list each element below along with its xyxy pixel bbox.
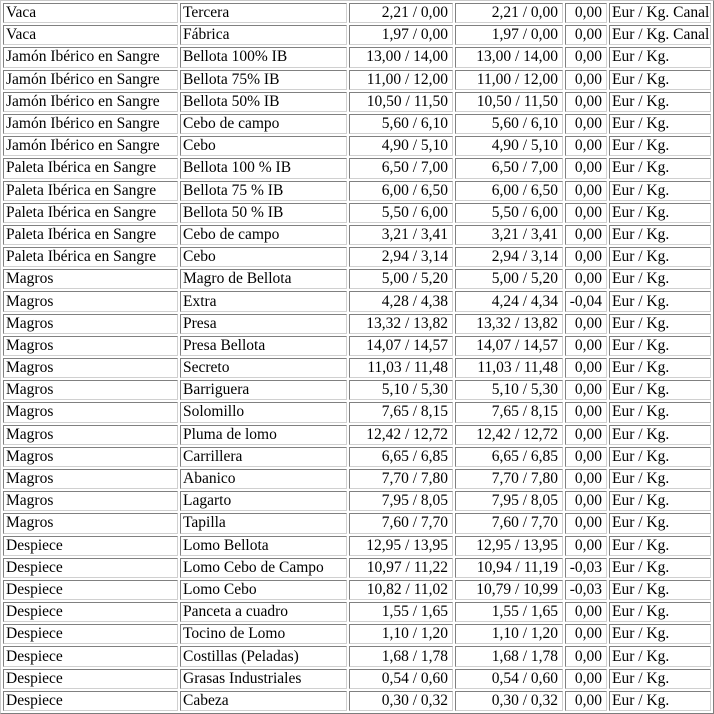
price-range-1-cell: 7,60 / 7,70 xyxy=(349,513,453,533)
price-range-2-cell: 5,60 / 6,10 xyxy=(455,114,563,134)
unit-cell: Eur / Kg. xyxy=(609,691,711,711)
table-row xyxy=(3,158,711,178)
unit-cell: Eur / Kg. xyxy=(609,558,711,578)
difference-cell: -0,03 xyxy=(565,580,607,600)
difference-cell: 0,00 xyxy=(565,380,607,400)
table-row xyxy=(3,70,711,90)
unit-cell: Eur / Kg. xyxy=(609,181,711,201)
product-cell: Panceta a cuadro xyxy=(180,602,347,622)
table-row xyxy=(3,425,711,445)
unit-cell: Eur / Kg. xyxy=(609,47,711,67)
category-cell: Jamón Ibérico en Sangre xyxy=(3,136,178,156)
category-cell: Paleta Ibérica en Sangre xyxy=(3,158,178,178)
difference-cell: 0,00 xyxy=(565,491,607,511)
product-cell: Cabeza xyxy=(180,691,347,711)
product-cell: Magro de Bellota xyxy=(180,269,347,289)
price-range-2-cell: 5,50 / 6,00 xyxy=(455,203,563,223)
category-cell: Magros xyxy=(3,513,178,533)
price-range-1-cell: 7,70 / 7,80 xyxy=(349,469,453,489)
category-cell: Jamón Ibérico en Sangre xyxy=(3,47,178,67)
category-cell: Magros xyxy=(3,491,178,511)
category-cell: Despiece xyxy=(3,646,178,666)
unit-cell: Eur / Kg. xyxy=(609,402,711,422)
product-cell: Presa xyxy=(180,314,347,334)
price-range-1-cell: 10,97 / 11,22 xyxy=(349,558,453,578)
product-cell: Bellota 75% IB xyxy=(180,70,347,90)
category-cell: Magros xyxy=(3,336,178,356)
price-range-1-cell: 13,00 / 14,00 xyxy=(349,47,453,67)
category-cell: Magros xyxy=(3,447,178,467)
table-row xyxy=(3,181,711,201)
difference-cell: 0,00 xyxy=(565,203,607,223)
difference-cell: 0,00 xyxy=(565,602,607,622)
price-range-1-cell: 5,60 / 6,10 xyxy=(349,114,453,134)
price-range-2-cell: 11,00 / 12,00 xyxy=(455,70,563,90)
table-row xyxy=(3,269,711,289)
price-range-1-cell: 1,10 / 1,20 xyxy=(349,624,453,644)
unit-cell: Eur / Kg. xyxy=(609,646,711,666)
difference-cell: -0,04 xyxy=(565,291,607,311)
product-cell: Extra xyxy=(180,291,347,311)
table-row xyxy=(3,247,711,267)
category-cell: Magros xyxy=(3,269,178,289)
table-row xyxy=(3,669,711,689)
product-cell: Costillas (Peladas) xyxy=(180,646,347,666)
difference-cell: 0,00 xyxy=(565,536,607,556)
price-range-1-cell: 0,30 / 0,32 xyxy=(349,691,453,711)
category-cell: Jamón Ibérico en Sangre xyxy=(3,92,178,112)
category-cell: Despiece xyxy=(3,602,178,622)
unit-cell: Eur / Kg. xyxy=(609,358,711,378)
unit-cell: Eur / Kg. xyxy=(609,425,711,445)
price-range-2-cell: 7,70 / 7,80 xyxy=(455,469,563,489)
price-range-2-cell: 2,21 / 0,00 xyxy=(455,3,563,23)
price-range-1-cell: 2,21 / 0,00 xyxy=(349,3,453,23)
price-range-1-cell: 1,68 / 1,78 xyxy=(349,646,453,666)
category-cell: Despiece xyxy=(3,536,178,556)
price-range-1-cell: 4,90 / 5,10 xyxy=(349,136,453,156)
price-range-2-cell: 4,90 / 5,10 xyxy=(455,136,563,156)
price-range-1-cell: 6,00 / 6,50 xyxy=(349,181,453,201)
table-row xyxy=(3,491,711,511)
unit-cell: Eur / Kg. xyxy=(609,136,711,156)
difference-cell: 0,00 xyxy=(565,624,607,644)
price-range-2-cell: 3,21 / 3,41 xyxy=(455,225,563,245)
difference-cell: 0,00 xyxy=(565,336,607,356)
product-cell: Secreto xyxy=(180,358,347,378)
category-cell: Despiece xyxy=(3,580,178,600)
difference-cell: 0,00 xyxy=(565,70,607,90)
product-cell: Grasas Industriales xyxy=(180,669,347,689)
unit-cell: Eur / Kg. xyxy=(609,114,711,134)
table-row xyxy=(3,25,711,45)
table-row xyxy=(3,336,711,356)
unit-cell: Eur / Kg. xyxy=(609,336,711,356)
unit-cell: Eur / Kg. xyxy=(609,314,711,334)
category-cell: Magros xyxy=(3,469,178,489)
difference-cell: 0,00 xyxy=(565,425,607,445)
table-row xyxy=(3,691,711,711)
product-cell: Tapilla xyxy=(180,513,347,533)
product-cell: Abanico xyxy=(180,469,347,489)
price-range-1-cell: 5,50 / 6,00 xyxy=(349,203,453,223)
product-cell: Lagarto xyxy=(180,491,347,511)
difference-cell: 0,00 xyxy=(565,314,607,334)
table-row xyxy=(3,3,711,23)
product-cell: Tocino de Lomo xyxy=(180,624,347,644)
category-cell: Magros xyxy=(3,380,178,400)
difference-cell: 0,00 xyxy=(565,3,607,23)
category-cell: Jamón Ibérico en Sangre xyxy=(3,114,178,134)
product-cell: Bellota 100 % IB xyxy=(180,158,347,178)
difference-cell: 0,00 xyxy=(565,513,607,533)
unit-cell: Eur / Kg. xyxy=(609,447,711,467)
unit-cell: Eur / Kg. xyxy=(609,380,711,400)
product-cell: Pluma de lomo xyxy=(180,425,347,445)
price-range-1-cell: 13,32 / 13,82 xyxy=(349,314,453,334)
table-row xyxy=(3,92,711,112)
price-range-1-cell: 1,97 / 0,00 xyxy=(349,25,453,45)
price-range-1-cell: 6,65 / 6,85 xyxy=(349,447,453,467)
difference-cell: 0,00 xyxy=(565,269,607,289)
difference-cell: 0,00 xyxy=(565,136,607,156)
price-range-2-cell: 10,79 / 10,99 xyxy=(455,580,563,600)
unit-cell: Eur / Kg. xyxy=(609,269,711,289)
table-row xyxy=(3,136,711,156)
price-range-1-cell: 10,50 / 11,50 xyxy=(349,92,453,112)
price-range-1-cell: 2,94 / 3,14 xyxy=(349,247,453,267)
product-cell: Cebo de campo xyxy=(180,225,347,245)
unit-cell: Eur / Kg. xyxy=(609,513,711,533)
unit-cell: Eur / Kg. Canal xyxy=(609,3,711,23)
product-cell: Fábrica xyxy=(180,25,347,45)
unit-cell: Eur / Kg. xyxy=(609,580,711,600)
difference-cell: 0,00 xyxy=(565,402,607,422)
table-row xyxy=(3,314,711,334)
category-cell: Magros xyxy=(3,358,178,378)
product-cell: Bellota 75 % IB xyxy=(180,181,347,201)
unit-cell: Eur / Kg. xyxy=(609,225,711,245)
price-range-2-cell: 12,95 / 13,95 xyxy=(455,536,563,556)
table-row xyxy=(3,469,711,489)
unit-cell: Eur / Kg. xyxy=(609,669,711,689)
category-cell: Paleta Ibérica en Sangre xyxy=(3,203,178,223)
difference-cell: 0,00 xyxy=(565,25,607,45)
price-range-2-cell: 0,30 / 0,32 xyxy=(455,691,563,711)
unit-cell: Eur / Kg. xyxy=(609,70,711,90)
unit-cell: Eur / Kg. xyxy=(609,536,711,556)
table-row xyxy=(3,536,711,556)
unit-cell: Eur / Kg. xyxy=(609,602,711,622)
difference-cell: 0,00 xyxy=(565,669,607,689)
table-row xyxy=(3,558,711,578)
difference-cell: 0,00 xyxy=(565,225,607,245)
table-row xyxy=(3,402,711,422)
table-row xyxy=(3,380,711,400)
difference-cell: -0,03 xyxy=(565,558,607,578)
table-row xyxy=(3,225,711,245)
product-cell: Cebo de campo xyxy=(180,114,347,134)
unit-cell: Eur / Kg. xyxy=(609,247,711,267)
product-cell: Solomillo xyxy=(180,402,347,422)
table-row xyxy=(3,114,711,134)
price-range-2-cell: 6,00 / 6,50 xyxy=(455,181,563,201)
price-range-1-cell: 5,10 / 5,30 xyxy=(349,380,453,400)
price-range-1-cell: 10,82 / 11,02 xyxy=(349,580,453,600)
product-cell: Tercera xyxy=(180,3,347,23)
price-range-1-cell: 7,95 / 8,05 xyxy=(349,491,453,511)
difference-cell: 0,00 xyxy=(565,447,607,467)
price-range-1-cell: 5,00 / 5,20 xyxy=(349,269,453,289)
product-cell: Cebo xyxy=(180,247,347,267)
price-range-1-cell: 6,50 / 7,00 xyxy=(349,158,453,178)
price-range-2-cell: 4,24 / 4,34 xyxy=(455,291,563,311)
price-range-2-cell: 11,03 / 11,48 xyxy=(455,358,563,378)
price-range-2-cell: 6,50 / 7,00 xyxy=(455,158,563,178)
price-table-body xyxy=(3,3,711,711)
table-row xyxy=(3,291,711,311)
table-row xyxy=(3,602,711,622)
category-cell: Despiece xyxy=(3,669,178,689)
category-cell: Despiece xyxy=(3,624,178,644)
difference-cell: 0,00 xyxy=(565,646,607,666)
category-cell: Paleta Ibérica en Sangre xyxy=(3,225,178,245)
unit-cell: Eur / Kg. xyxy=(609,491,711,511)
category-cell: Despiece xyxy=(3,691,178,711)
unit-cell: Eur / Kg. Canal xyxy=(609,25,711,45)
difference-cell: 0,00 xyxy=(565,247,607,267)
unit-cell: Eur / Kg. xyxy=(609,469,711,489)
product-cell: Bellota 50% IB xyxy=(180,92,347,112)
price-range-1-cell: 7,65 / 8,15 xyxy=(349,402,453,422)
difference-cell: 0,00 xyxy=(565,114,607,134)
difference-cell: 0,00 xyxy=(565,92,607,112)
category-cell: Jamón Ibérico en Sangre xyxy=(3,70,178,90)
product-cell: Carrillera xyxy=(180,447,347,467)
category-cell: Vaca xyxy=(3,25,178,45)
table-row xyxy=(3,580,711,600)
price-range-2-cell: 5,10 / 5,30 xyxy=(455,380,563,400)
table-row xyxy=(3,358,711,378)
price-range-2-cell: 7,65 / 8,15 xyxy=(455,402,563,422)
price-range-2-cell: 10,94 / 11,19 xyxy=(455,558,563,578)
category-cell: Paleta Ibérica en Sangre xyxy=(3,247,178,267)
difference-cell: 0,00 xyxy=(565,469,607,489)
product-cell: Presa Bellota xyxy=(180,336,347,356)
unit-cell: Eur / Kg. xyxy=(609,203,711,223)
price-range-1-cell: 11,03 / 11,48 xyxy=(349,358,453,378)
product-cell: Bellota 50 % IB xyxy=(180,203,347,223)
difference-cell: 0,00 xyxy=(565,158,607,178)
unit-cell: Eur / Kg. xyxy=(609,624,711,644)
table-row xyxy=(3,47,711,67)
product-cell: Lomo Cebo de Campo xyxy=(180,558,347,578)
unit-cell: Eur / Kg. xyxy=(609,92,711,112)
table-row xyxy=(3,447,711,467)
price-range-2-cell: 7,95 / 8,05 xyxy=(455,491,563,511)
category-cell: Magros xyxy=(3,314,178,334)
table-row xyxy=(3,646,711,666)
category-cell: Magros xyxy=(3,402,178,422)
price-range-2-cell: 5,00 / 5,20 xyxy=(455,269,563,289)
product-cell: Barriguera xyxy=(180,380,347,400)
table-row xyxy=(3,203,711,223)
price-range-2-cell: 14,07 / 14,57 xyxy=(455,336,563,356)
category-cell: Magros xyxy=(3,291,178,311)
product-cell: Bellota 100% IB xyxy=(180,47,347,67)
price-range-1-cell: 1,55 / 1,65 xyxy=(349,602,453,622)
category-cell: Paleta Ibérica en Sangre xyxy=(3,181,178,201)
price-range-2-cell: 0,54 / 0,60 xyxy=(455,669,563,689)
product-cell: Lomo Cebo xyxy=(180,580,347,600)
price-range-1-cell: 14,07 / 14,57 xyxy=(349,336,453,356)
price-range-1-cell: 11,00 / 12,00 xyxy=(349,70,453,90)
price-range-2-cell: 12,42 / 12,72 xyxy=(455,425,563,445)
difference-cell: 0,00 xyxy=(565,691,607,711)
price-range-2-cell: 6,65 / 6,85 xyxy=(455,447,563,467)
price-range-2-cell: 13,32 / 13,82 xyxy=(455,314,563,334)
category-cell: Vaca xyxy=(3,3,178,23)
price-range-2-cell: 1,97 / 0,00 xyxy=(455,25,563,45)
difference-cell: 0,00 xyxy=(565,47,607,67)
price-range-1-cell: 3,21 / 3,41 xyxy=(349,225,453,245)
table-row xyxy=(3,624,711,644)
price-range-2-cell: 2,94 / 3,14 xyxy=(455,247,563,267)
table-row xyxy=(3,513,711,533)
price-range-2-cell: 13,00 / 14,00 xyxy=(455,47,563,67)
price-range-1-cell: 4,28 / 4,38 xyxy=(349,291,453,311)
price-range-2-cell: 1,10 / 1,20 xyxy=(455,624,563,644)
price-range-1-cell: 0,54 / 0,60 xyxy=(349,669,453,689)
price-range-2-cell: 10,50 / 11,50 xyxy=(455,92,563,112)
category-cell: Magros xyxy=(3,425,178,445)
price-range-2-cell: 7,60 / 7,70 xyxy=(455,513,563,533)
price-range-1-cell: 12,42 / 12,72 xyxy=(349,425,453,445)
price-range-2-cell: 1,55 / 1,65 xyxy=(455,602,563,622)
price-range-1-cell: 12,95 / 13,95 xyxy=(349,536,453,556)
difference-cell: 0,00 xyxy=(565,181,607,201)
price-range-2-cell: 1,68 / 1,78 xyxy=(455,646,563,666)
difference-cell: 0,00 xyxy=(565,358,607,378)
unit-cell: Eur / Kg. xyxy=(609,158,711,178)
unit-cell: Eur / Kg. xyxy=(609,291,711,311)
product-cell: Lomo Bellota xyxy=(180,536,347,556)
product-cell: Cebo xyxy=(180,136,347,156)
category-cell: Despiece xyxy=(3,558,178,578)
